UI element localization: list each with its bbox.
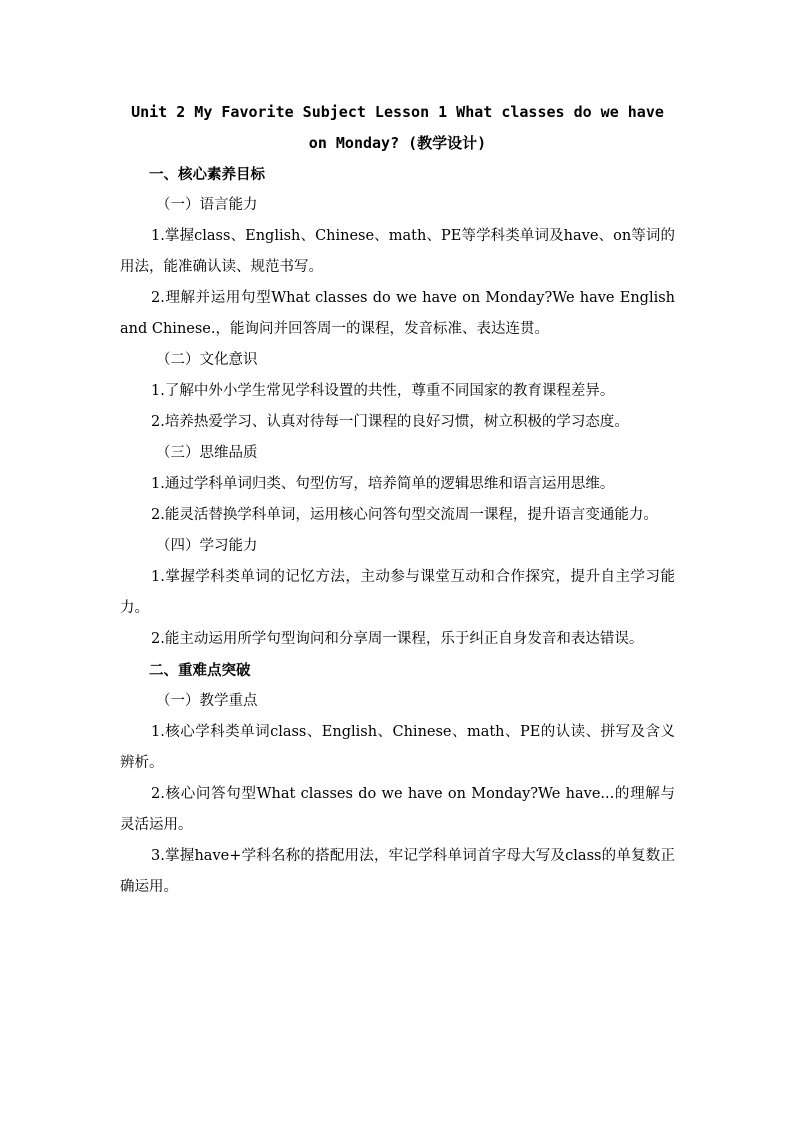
paragraph: 3.掌握have+学科名称的搭配用法，牢记学科单词首字母大写及class的单复数正确运用。 <box>120 848 675 895</box>
section-heading-objectives: 一、核心素养目标 <box>149 166 265 183</box>
subheading-learning-ability: （四）学习能力 <box>156 538 258 554</box>
paragraph: 1.掌握class、English、Chinese、math、PE等学科类单词及have、on等词的用法，能准确认读、规范书写。 <box>120 228 675 275</box>
paragraph: 1.了解中外小学生常见学科设置的共性，尊重不同国家的教育课程差异。 <box>151 383 615 399</box>
subheading-cultural-awareness: （二）文化意识 <box>156 352 258 368</box>
paragraph: 1.核心学科类单词class、English、Chinese、math、PE的认读、拼写及含义辨析。 <box>120 724 675 771</box>
subheading-thinking-quality: （三）思维品质 <box>156 445 258 461</box>
paragraph: 2.能灵活替换学科单词，运用核心问答句型交流周一课程，提升语言变通能力。 <box>151 507 658 523</box>
paragraph: 1.通过学科单词归类、句型仿写，培养简单的逻辑思维和语言运用思维。 <box>151 476 615 492</box>
document-title: Unit 2 My Favorite Subject Lesson 1 What classes do we have on Monday? (教学设计) <box>131 103 664 152</box>
document-page <box>120 97 675 903</box>
section-heading-key-points: 二、重难点突破 <box>149 662 251 679</box>
subheading-teaching-focus: （一）教学重点 <box>156 693 258 709</box>
paragraph: 1.掌握学科类单词的记忆方法，主动参与课堂互动和合作探究，提升自主学习能力。 <box>120 569 675 616</box>
paragraph: 2.理解并运用句型What classes do we have on Monday?We have English and Chinese.，能询问并回答周一的课程，发音标准、表达连贯。 <box>120 290 675 337</box>
paragraph: 2.能主动运用所学句型询问和分享周一课程，乐于纠正自身发音和表达错误。 <box>151 631 644 647</box>
subheading-language-ability: （一）语言能力 <box>156 197 258 213</box>
paragraph: 2.核心问答句型What classes do we have on Monday?We have...的理解与灵活运用。 <box>120 786 675 833</box>
paragraph: 2.培养热爱学习、认真对待每一门课程的良好习惯，树立积极的学习态度。 <box>151 414 629 430</box>
